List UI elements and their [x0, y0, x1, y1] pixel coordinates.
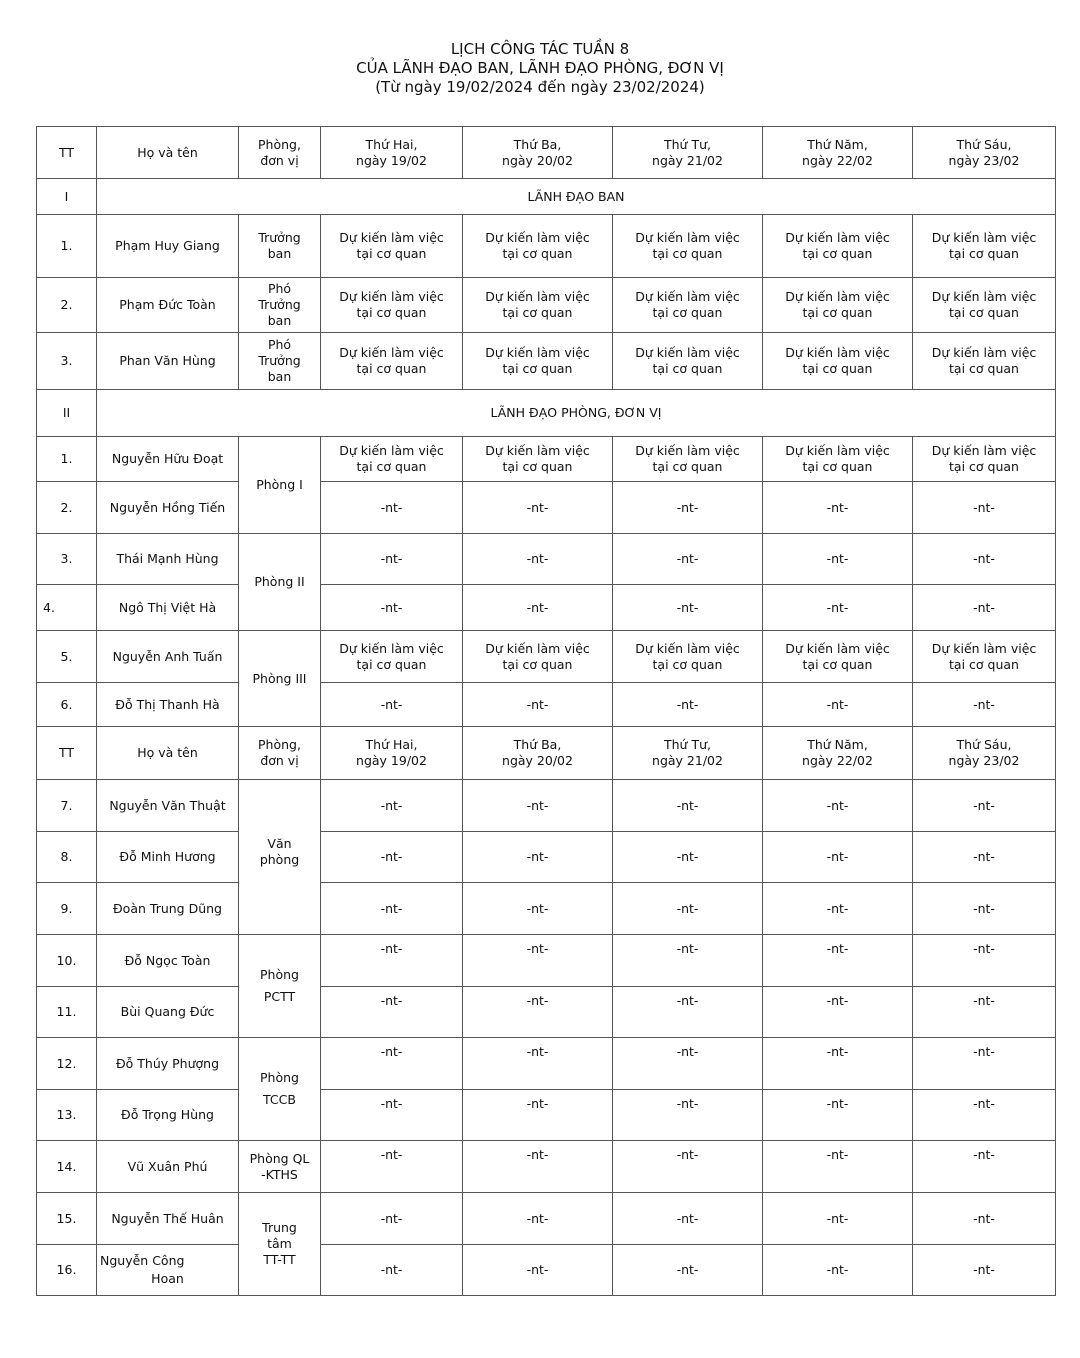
schedule-cell: -nt-	[613, 482, 763, 534]
table-row	[37, 333, 1056, 390]
row-number: 5.	[37, 631, 97, 683]
row-number: 12.	[37, 1038, 97, 1090]
row-number: 15.	[37, 1193, 97, 1245]
schedule-cell: Dự kiến làm việc tại cơ quan	[613, 215, 763, 278]
schedule-cell: Dự kiến làm việc tại cơ quan	[763, 631, 913, 683]
col-name: Họ và tên	[97, 127, 239, 179]
schedule-cell: -nt-	[321, 585, 463, 631]
schedule-cell: -nt-	[321, 683, 463, 727]
document-header	[0, 40, 1080, 97]
table-row	[37, 683, 1056, 727]
schedule-cell: -nt-	[463, 482, 613, 534]
schedule-cell: Dự kiến làm việc tại cơ quan	[463, 437, 613, 482]
row-number: 8.	[37, 832, 97, 883]
schedule-cell: -nt-	[763, 534, 913, 585]
unit-cell: Trưởng ban	[239, 215, 321, 278]
table-row	[37, 780, 1056, 832]
section-row	[37, 390, 1056, 437]
row-number: 1.	[37, 215, 97, 278]
schedule-cell: Dự kiến làm việc tại cơ quan	[763, 333, 913, 390]
date-range: (Từ ngày 19/02/2024 đến ngày 23/02/2024)	[375, 78, 705, 96]
schedule-cell: -nt-	[913, 832, 1056, 883]
schedule-cell: -nt-	[321, 1141, 463, 1193]
schedule-cell: -nt-	[763, 935, 913, 987]
schedule-cell: -nt-	[613, 1090, 763, 1141]
schedule-cell: Dự kiến làm việc tại cơ quan	[913, 215, 1056, 278]
schedule-cell: -nt-	[321, 534, 463, 585]
section-row	[37, 179, 1056, 215]
schedule-cell: -nt-	[913, 534, 1056, 585]
schedule-cell: -nt-	[763, 1038, 913, 1090]
schedule-cell: -nt-	[463, 1193, 613, 1245]
table-row	[37, 534, 1056, 585]
section-number: II	[37, 390, 97, 437]
row-number: 1.	[37, 437, 97, 482]
col-day-wed: Thứ Tư, ngày 21/02	[613, 727, 763, 780]
schedule-cell: -nt-	[613, 832, 763, 883]
schedule-cell: Dự kiến làm việc tại cơ quan	[463, 278, 613, 333]
schedule-cell: -nt-	[321, 482, 463, 534]
schedule-cell: -nt-	[763, 1245, 913, 1296]
schedule-cell: -nt-	[613, 987, 763, 1038]
schedule-cell: -nt-	[913, 482, 1056, 534]
schedule-cell: -nt-	[913, 987, 1056, 1038]
schedule-cell: -nt-	[463, 683, 613, 727]
schedule-cell: -nt-	[613, 534, 763, 585]
schedule-cell: -nt-	[613, 883, 763, 935]
col-day-fri: Thứ Sáu, ngày 23/02	[913, 727, 1056, 780]
schedule-cell: -nt-	[463, 935, 613, 987]
schedule-cell: Dự kiến làm việc tại cơ quan	[321, 437, 463, 482]
table-row	[37, 437, 1056, 482]
person-name: Nguyễn Thế Huân	[97, 1193, 239, 1245]
table-header-row	[37, 127, 1056, 179]
col-day-wed: Thứ Tư, ngày 21/02	[613, 127, 763, 179]
table-row	[37, 215, 1056, 278]
row-number: 10.	[37, 935, 97, 987]
unit-cell: Phó Trưởng ban	[239, 278, 321, 333]
unit-cell: Phó Trưởng ban	[239, 333, 321, 390]
table-row	[37, 278, 1056, 333]
schedule-cell: -nt-	[913, 1141, 1056, 1193]
person-name: Nguyễn Hữu Đoạt	[97, 437, 239, 482]
schedule-cell: -nt-	[463, 1038, 613, 1090]
schedule-cell: Dự kiến làm việc tại cơ quan	[613, 333, 763, 390]
col-unit: Phòng, đơn vị	[239, 727, 321, 780]
person-name-part: Hoan	[151, 1271, 184, 1286]
schedule-cell: -nt-	[763, 1193, 913, 1245]
schedule-cell: Dự kiến làm việc tại cơ quan	[913, 333, 1056, 390]
schedule-cell: Dự kiến làm việc tại cơ quan	[321, 631, 463, 683]
schedule-cell: -nt-	[613, 1141, 763, 1193]
schedule-cell: -nt-	[463, 883, 613, 935]
schedule-cell: -nt-	[613, 780, 763, 832]
schedule-cell: -nt-	[763, 987, 913, 1038]
table-row	[37, 935, 1056, 987]
unit-cell: Phòng II	[239, 534, 321, 631]
table-row	[37, 1038, 1056, 1090]
row-number: 4.	[37, 585, 97, 631]
person-name: Ngô Thị Việt Hà	[97, 585, 239, 631]
schedule-cell: -nt-	[913, 1193, 1056, 1245]
row-number: 3.	[37, 534, 97, 585]
schedule-cell: -nt-	[463, 780, 613, 832]
schedule-cell: -nt-	[463, 1090, 613, 1141]
person-name: Đỗ Ngọc Toàn	[97, 935, 239, 987]
schedule-table	[36, 126, 1056, 1296]
col-day-thu: Thứ Năm, ngày 22/02	[763, 127, 913, 179]
schedule-cell: -nt-	[321, 935, 463, 987]
schedule-cell: -nt-	[763, 482, 913, 534]
section-title: LÃNH ĐẠO PHÒNG, ĐƠN VỊ	[97, 390, 1056, 437]
person-name: Thái Mạnh Hùng	[97, 534, 239, 585]
schedule-cell: -nt-	[763, 883, 913, 935]
section-number: I	[37, 179, 97, 215]
schedule-cell: -nt-	[913, 1038, 1056, 1090]
schedule-cell: Dự kiến làm việc tại cơ quan	[321, 333, 463, 390]
schedule-cell: -nt-	[913, 883, 1056, 935]
table-row	[37, 1245, 1056, 1296]
col-unit: Phòng, đơn vị	[239, 127, 321, 179]
row-number: 2.	[37, 278, 97, 333]
person-name: Đỗ Thị Thanh Hà	[97, 683, 239, 727]
unit-cell: Trung tâm TT-TT	[239, 1193, 321, 1296]
section-title: LÃNH ĐẠO BAN	[97, 179, 1056, 215]
schedule-cell: -nt-	[463, 1245, 613, 1296]
schedule-cell: Dự kiến làm việc tại cơ quan	[613, 437, 763, 482]
schedule-cell: -nt-	[613, 683, 763, 727]
person-name: Đỗ Thúy Phượng	[97, 1038, 239, 1090]
col-day-mon: Thứ Hai, ngày 19/02	[321, 127, 463, 179]
document-title: LỊCH CÔNG TÁC TUẦN 8	[450, 40, 630, 58]
person-name: Phan Văn Hùng	[97, 333, 239, 390]
table-row	[37, 1090, 1056, 1141]
schedule-cell: -nt-	[321, 987, 463, 1038]
schedule-cell: -nt-	[763, 780, 913, 832]
person-name: Đỗ Trọng Hùng	[97, 1090, 239, 1141]
col-day-fri: Thứ Sáu, ngày 23/02	[913, 127, 1056, 179]
col-day-tue: Thứ Ba, ngày 20/02	[463, 727, 613, 780]
person-name: Nguyễn Hồng Tiến	[97, 482, 239, 534]
col-day-thu: Thứ Năm, ngày 22/02	[763, 727, 913, 780]
schedule-cell: -nt-	[613, 1038, 763, 1090]
schedule-cell: -nt-	[463, 534, 613, 585]
schedule-cell: -nt-	[913, 683, 1056, 727]
table-header-row-repeat	[37, 727, 1056, 780]
table-row	[37, 585, 1056, 631]
unit-cell: Phòng QL -KTHS	[239, 1141, 321, 1193]
col-name: Họ và tên	[97, 727, 239, 780]
table-row	[37, 1141, 1056, 1193]
schedule-cell: -nt-	[763, 683, 913, 727]
schedule-cell: -nt-	[321, 832, 463, 883]
row-number: 13.	[37, 1090, 97, 1141]
table-row	[37, 883, 1056, 935]
person-name: Đỗ Minh Hương	[97, 832, 239, 883]
schedule-cell: -nt-	[321, 1038, 463, 1090]
row-number: 16.	[37, 1245, 97, 1296]
col-day-mon: Thứ Hai, ngày 19/02	[321, 727, 463, 780]
table-row	[37, 832, 1056, 883]
person-name: Vũ Xuân Phú	[97, 1141, 239, 1193]
table-row	[37, 987, 1056, 1038]
schedule-cell: -nt-	[463, 585, 613, 631]
unit-cell: Phòng PCTT	[239, 935, 321, 1038]
schedule-cell: -nt-	[321, 780, 463, 832]
schedule-cell: -nt-	[763, 1090, 913, 1141]
schedule-cell: Dự kiến làm việc tại cơ quan	[463, 631, 613, 683]
schedule-cell: Dự kiến làm việc tại cơ quan	[321, 215, 463, 278]
schedule-cell: Dự kiến làm việc tại cơ quan	[763, 278, 913, 333]
schedule-cell: -nt-	[763, 1141, 913, 1193]
row-number: 14.	[37, 1141, 97, 1193]
schedule-cell: -nt-	[321, 883, 463, 935]
schedule-cell: -nt-	[463, 832, 613, 883]
schedule-cell: Dự kiến làm việc tại cơ quan	[463, 215, 613, 278]
person-name: Đoàn Trung Dũng	[97, 883, 239, 935]
schedule-cell: -nt-	[913, 585, 1056, 631]
schedule-cell: -nt-	[463, 1141, 613, 1193]
schedule-cell: -nt-	[321, 1245, 463, 1296]
row-number: 7.	[37, 780, 97, 832]
person-name: Phạm Đức Toàn	[97, 278, 239, 333]
row-number: 3.	[37, 333, 97, 390]
schedule-cell: -nt-	[913, 1245, 1056, 1296]
row-number: 9.	[37, 883, 97, 935]
person-name: Bùi Quang Đức	[97, 987, 239, 1038]
schedule-cell: -nt-	[463, 987, 613, 1038]
schedule-cell: Dự kiến làm việc tại cơ quan	[613, 278, 763, 333]
schedule-cell: Dự kiến làm việc tại cơ quan	[913, 631, 1056, 683]
document-subtitle: CỦA LÃNH ĐẠO BAN, LÃNH ĐẠO PHÒNG, ĐƠN VỊ	[356, 59, 724, 77]
schedule-cell: Dự kiến làm việc tại cơ quan	[913, 278, 1056, 333]
unit-cell: Văn phòng	[239, 780, 321, 935]
col-day-tue: Thứ Ba, ngày 20/02	[463, 127, 613, 179]
person-name: Phạm Huy Giang	[97, 215, 239, 278]
schedule-cell: Dự kiến làm việc tại cơ quan	[321, 278, 463, 333]
row-number: 6.	[37, 683, 97, 727]
col-tt: TT	[37, 727, 97, 780]
schedule-cell: Dự kiến làm việc tại cơ quan	[763, 215, 913, 278]
schedule-cell: -nt-	[763, 832, 913, 883]
schedule-cell: -nt-	[321, 1193, 463, 1245]
schedule-cell: Dự kiến làm việc tại cơ quan	[463, 333, 613, 390]
unit-cell: Phòng TCCB	[239, 1038, 321, 1141]
person-name: Nguyễn Anh Tuấn	[97, 631, 239, 683]
person-name-part: Nguyễn Công	[100, 1253, 185, 1268]
schedule-cell: Dự kiến làm việc tại cơ quan	[763, 437, 913, 482]
table-row	[37, 1193, 1056, 1245]
row-number: 11.	[37, 987, 97, 1038]
schedule-cell: -nt-	[913, 935, 1056, 987]
row-number: 2.	[37, 482, 97, 534]
unit-cell: Phòng I	[239, 437, 321, 534]
schedule-cell: -nt-	[613, 1245, 763, 1296]
person-name: Nguyễn Văn Thuật	[97, 780, 239, 832]
schedule-cell: -nt-	[913, 1090, 1056, 1141]
col-tt: TT	[37, 127, 97, 179]
person-name	[97, 1245, 239, 1296]
schedule-cell: Dự kiến làm việc tại cơ quan	[913, 437, 1056, 482]
schedule-cell: -nt-	[763, 585, 913, 631]
schedule-cell: -nt-	[613, 935, 763, 987]
unit-cell: Phòng III	[239, 631, 321, 727]
table-row	[37, 631, 1056, 683]
schedule-cell: -nt-	[913, 780, 1056, 832]
schedule-cell: Dự kiến làm việc tại cơ quan	[613, 631, 763, 683]
table-row	[37, 482, 1056, 534]
schedule-cell: -nt-	[613, 1193, 763, 1245]
schedule-cell: -nt-	[321, 1090, 463, 1141]
schedule-cell: -nt-	[613, 585, 763, 631]
